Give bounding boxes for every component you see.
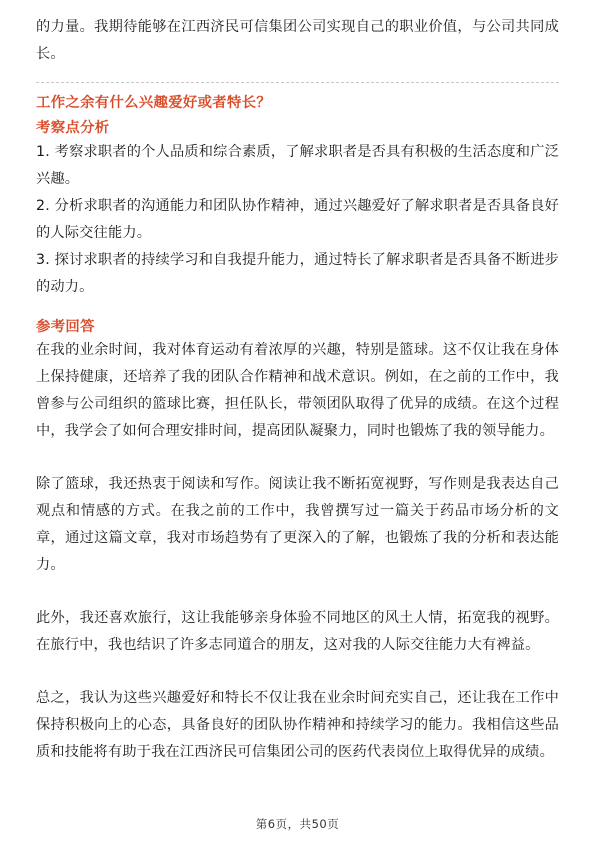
analysis-item: 1. 考察求职者的个人品质和综合素质，了解求职者是否具有积极的生活态度和广泛兴趣。 bbox=[36, 144, 559, 187]
question-title: 工作之余有什么兴趣爱好或者特长？ bbox=[36, 95, 272, 111]
analysis-item: 3. 探讨求职者的持续学习和自我提升能力，通过特长了解求职者是否具备不断进步的动力。 bbox=[36, 252, 559, 295]
answer-paragraph: 此外，我还喜欢旅行，这让我能够亲身体验不同地区的风土人情，拓宽我的视野。在旅行中，我也结识了许多志同道合的朋友，这对我的人际交往能力大有裨益。 bbox=[36, 610, 559, 653]
page-number-footer: 第6页，共50页 bbox=[255, 817, 340, 831]
answer-paragraph: 总之，我认为这些兴趣爱好和特长不仅让我在业余时间充实自己，还让我在工作中保持积极向上的心态，具备良好的团队协作精神和持续学习的能力。我相信这些品质和技能将有助于我在江西济民可信集团公司的医药代表岗位上取得优异的成绩。 bbox=[36, 690, 559, 760]
analysis-item: 2. 分析求职者的沟通能力和团队协作精神，通过兴趣爱好了解求职者是否具备良好的人际交往能力。 bbox=[36, 198, 559, 241]
analysis-list bbox=[36, 139, 559, 301]
document-page bbox=[36, 14, 559, 766]
answer-paragraph: 除了篮球，我还热衷于阅读和写作。阅读让我不断拓宽视野，写作则是我表达自己观点和情感的方式。在我之前的工作中，我曾撰写过一篇关于药品市场分析的文章，通过这篇文章，我对市场趋势有了更深入的了解，也锻炼了我的分析和表达能力。 bbox=[36, 476, 559, 573]
analysis-heading: 考察点分析 bbox=[36, 120, 110, 136]
intro-continuation-paragraph: 的力量。我期待能够在江西济民可信集团公司实现自己的职业价值，与公司共同成长。 bbox=[36, 19, 559, 62]
answer-heading: 参考回答 bbox=[36, 319, 95, 335]
answer-paragraph: 在我的业余时间，我对体育运动有着浓厚的兴趣，特别是篮球。这不仅让我在身体上保持健康，还培养了我的团队合作精神和战术意识。例如，在之前的工作中，我曾参与公司组织的篮球比赛，担任队长，带领团队取得了优异的成绩。在这个过程中，我学会了如何合理安排时间，提高团队凝聚力，同时也锻炼了我的领导能力。 bbox=[36, 342, 559, 439]
section-divider bbox=[36, 82, 559, 83]
answer-body bbox=[36, 337, 559, 766]
